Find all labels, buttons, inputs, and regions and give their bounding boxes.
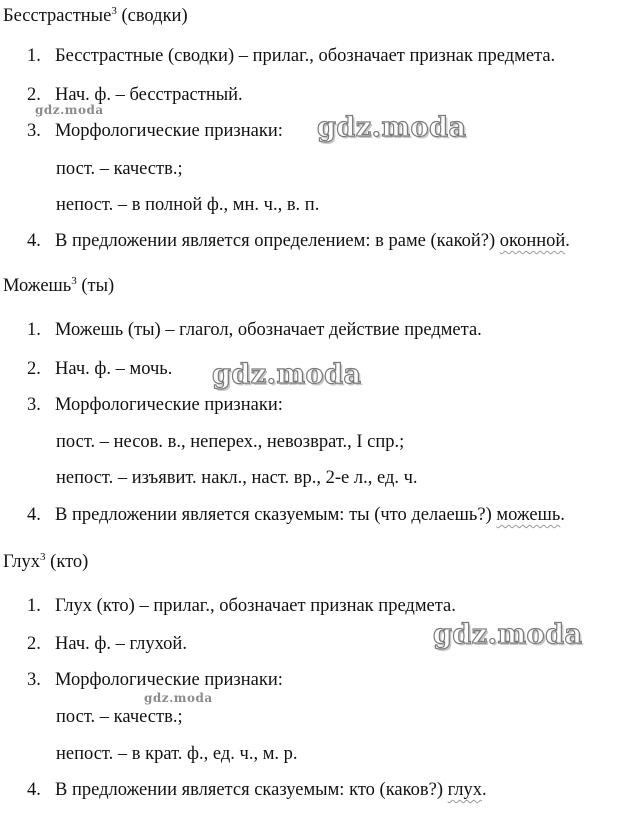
item-number: 1.: [27, 596, 41, 616]
heading-word: Бесстрастные: [3, 6, 112, 26]
constant-features: пост. – качеств.;: [56, 707, 183, 727]
watermark: gdz.moda: [212, 359, 362, 390]
item-text: [55, 781, 487, 800]
item-number: 3.: [27, 395, 41, 415]
underlined-word: оконной: [499, 231, 566, 251]
watermark-small: gdz.moda: [35, 103, 104, 117]
item-number: 1.: [27, 320, 41, 340]
underlined-word: глух: [447, 780, 483, 800]
watermark: gdz.moda: [317, 112, 467, 143]
item-number: 2.: [27, 359, 41, 379]
section-heading: [3, 276, 114, 296]
item-text-end: .: [482, 780, 487, 800]
heading-word: Можешь: [3, 276, 72, 296]
item-number: 1.: [27, 46, 41, 66]
heading-superscript: 3: [71, 275, 77, 287]
variable-features: непост. – изъявит. накл., наст. вр., 2-е л., ед. ч.: [56, 468, 418, 488]
item-number: 4.: [27, 505, 41, 525]
item-number: 2.: [27, 85, 41, 105]
item-text-main: В предложении является сказуемым: ты (что делаешь?): [55, 505, 497, 525]
item-number: 4.: [27, 231, 41, 251]
heading-ref: (ты): [81, 276, 115, 296]
watermark: gdz.moda: [433, 619, 583, 650]
constant-features: пост. – качеств.;: [56, 159, 183, 179]
item-text: Можешь (ты) – глагол, обозначает действие предмета.: [55, 320, 482, 340]
item-text: [55, 232, 570, 251]
item-text: Морфологические признаки:: [55, 121, 283, 141]
section-heading: [3, 552, 88, 572]
heading-word: Глух: [3, 552, 41, 572]
section-heading: [3, 6, 188, 26]
item-text: Морфологические признаки:: [55, 670, 283, 690]
item-text: Нач. ф. – бесстрастный.: [55, 85, 243, 105]
item-text: Нач. ф. – глухой.: [55, 634, 187, 654]
item-text: Глух (кто) – прилаг., обозначает признак предмета.: [55, 596, 456, 616]
item-text: Нач. ф. – мочь.: [55, 359, 173, 379]
item-number: 4.: [27, 780, 41, 800]
item-text-main: В предложении является сказуемым: кто (каков?): [55, 780, 448, 800]
item-number: 3.: [27, 121, 41, 141]
constant-features: пост. – несов. в., неперех., невозврат., I спр.;: [56, 432, 405, 452]
watermark-small: gdz.moda: [144, 691, 213, 705]
heading-superscript: 3: [111, 5, 117, 17]
item-text-main: В предложении является определением: в раме (какой?): [55, 231, 500, 251]
item-text-end: .: [565, 231, 570, 251]
heading-ref: (кто): [50, 552, 89, 572]
item-text: [55, 506, 565, 525]
variable-features: непост. – в крат. ф., ед. ч., м. р.: [56, 744, 298, 764]
item-number: 3.: [27, 670, 41, 690]
heading-ref: (сводки): [121, 6, 188, 26]
underlined-word: можешь: [496, 505, 561, 525]
item-text: Морфологические признаки:: [55, 395, 283, 415]
heading-superscript: 3: [40, 551, 46, 563]
item-text: Бесстрастные (сводки) – прилаг., обозначает признак предмета.: [55, 46, 556, 66]
variable-features: непост. – в полной ф., мн. ч., в. п.: [56, 195, 320, 215]
item-text-end: .: [560, 505, 565, 525]
item-number: 2.: [27, 634, 41, 654]
